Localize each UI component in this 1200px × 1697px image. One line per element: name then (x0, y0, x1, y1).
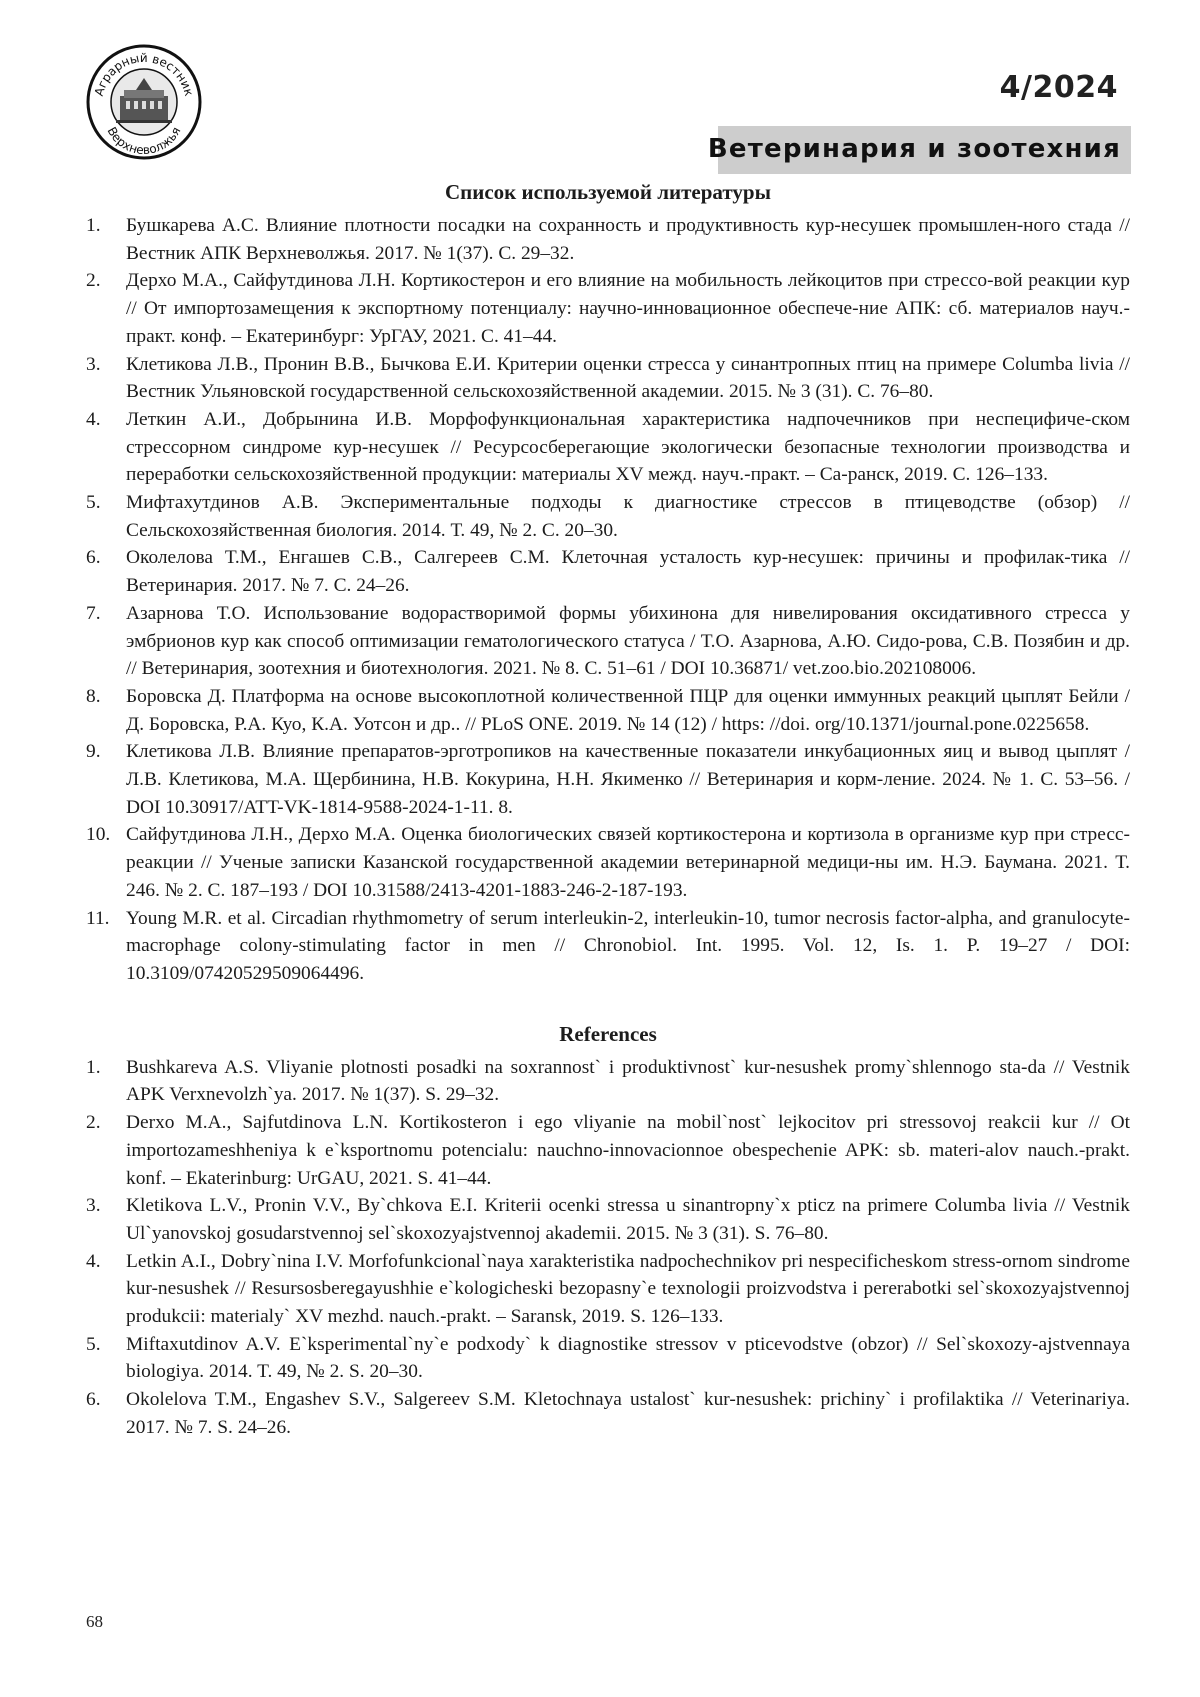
reference-number: 10. (86, 821, 110, 849)
literature-heading: Список используемой литературы (86, 180, 1130, 205)
reference-item (86, 267, 1130, 350)
reference-item (86, 1192, 1130, 1247)
reference-number: 6. (86, 1386, 101, 1414)
journal-logo (86, 44, 202, 160)
reference-item (86, 600, 1130, 683)
section-title: Ветеринария и зоотехния (708, 134, 1121, 164)
references-list (86, 1054, 1130, 1442)
logo-bottom-text: Верхневолжья (104, 125, 183, 158)
reference-text: Letkin A.I., Dobry`nina I.V. Morfofunkcional`naya xarakteristika nadpochechnikov pri nespecificheskom stress-ornom sindrome kur-nesushek // Resursosberegayushhie e`kologicheski bezopasny`e texnologii proizvodstva i pererabotki sel`skoxozyajstvennoj produkcii: materialy` XV mezhd. nauch.-prakt. – Saransk, 2019. S. 126–133. (126, 1251, 1130, 1327)
reference-text: Сайфутдинова Л.Н., Дерхо М.А. Оценка биологических связей кортикостерона и кортизола в организме кур при стресс-реакции // Ученые записки Казанской государственной академии ветеринарной медици-ны им. Н.Э. Баумана. 2021. Т. 246. № 2. С. 187–193 / DOI 10.31588/2413-4201-1883-246-2-187-193. (126, 824, 1130, 900)
reference-text: Леткин А.И., Добрынина И.В. Морфофункциональная характеристика надпочечников при неспецифиче-ском стрессорном синдроме кур-несушек // Ресурсосберегающие экологически безопасные технологии производства и переработки сельскохозяйственной продукции: материалы XV межд. науч.-практ. – Са-ранск, 2019. С. 126–133. (126, 409, 1130, 485)
reference-item (86, 1331, 1130, 1386)
reference-item (86, 351, 1130, 406)
references-heading: References (86, 1022, 1130, 1047)
reference-number: 6. (86, 544, 101, 572)
reference-text: Околелова Т.М., Енгашев С.В., Салгереев С.М. Клеточная усталость кур-несушек: причины и профилак-тика // Ветеринария. 2017. № 7. С. 24–26. (126, 547, 1130, 596)
reference-item (86, 544, 1130, 599)
reference-number: 3. (86, 351, 101, 379)
reference-text: Kletikova L.V., Pronin V.V., By`chkova E.I. Kriterii ocenki stressa u sinantropny`x pticz na primere Columba livia // Vestnik Ul`yanovskoj gosudarstvennoj sel`skoxozyajstvennoj akademii. 2015. № 3 (31). S. 76–80. (126, 1195, 1130, 1244)
reference-item (86, 905, 1130, 988)
reference-number: 2. (86, 267, 101, 295)
reference-number: 9. (86, 738, 101, 766)
reference-text: Дерхо М.А., Сайфутдинова Л.Н. Кортикостерон и его влияние на мобильность лейкоцитов при стрессо-вой реакции кур // От импортозамещения к экспортному потенциалу: научно-инновационное обеспече-ние АПК: сб. материалов науч.-практ. конф. – Екатеринбург: УрГАУ, 2021. С. 41–44. (126, 270, 1130, 346)
reference-item (86, 406, 1130, 489)
reference-item (86, 1386, 1130, 1441)
reference-number: 1. (86, 1054, 101, 1082)
reference-number: 2. (86, 1109, 101, 1137)
reference-text: Derxo M.A., Sajfutdinova L.N. Kortikosteron i ego vliyanie na mobil`nost` lejkocitov pri stressovoj reakcii kur // Ot importozameshheniya k e`ksportnomu potencialu: nauchno-innovacionnoe obespechenie APK: sb. materi-alov nauch.-prakt. konf. – Ekaterinburg: UrGAU, 2021. S. 41–44. (126, 1112, 1130, 1188)
reference-number: 3. (86, 1192, 101, 1220)
reference-item (86, 1248, 1130, 1331)
reference-text: Бушкарева А.С. Влияние плотности посадки на сохранность и продуктивность кур-несушек промышлен-ного стада // Вестник АПК Верхневолжья. 2017. № 1(37). С. 29–32. (126, 215, 1130, 264)
reference-text: Азарнова Т.О. Использование водорастворимой формы убихинона для нивелирования оксидативного стресса у эмбрионов кур как способ оптимизации гематологического статуса / Т.О. Азарнова, А.Ю. Сидо-рова, С.В. Позябин и др. // Ветеринария, зоотехния и биотехнология. 2021. № 8. С. 51–61 / DOI 10.36871/ vet.zoo.bio.202108006. (126, 603, 1130, 679)
logo-top-text: Аграрный вестник (92, 51, 196, 98)
reference-item (86, 489, 1130, 544)
reference-text: Bushkareva A.S. Vliyanie plotnosti posadki na soxrannost` i produktivnost` kur-nesushek promy`shlennogo sta-da // Vestnik APK Verxnevolzh`ya. 2017. № 1(37). S. 29–32. (126, 1057, 1130, 1106)
reference-text: Мифтахутдинов А.В. Экспериментальные подходы к диагностике стрессов в птицеводстве (обзор) // Сельскохозяйственная биология. 2014. Т. 49, № 2. С. 20–30. (126, 492, 1130, 541)
reference-item (86, 212, 1130, 267)
reference-number: 5. (86, 1331, 101, 1359)
issue-number: 4/2024 (1000, 70, 1118, 105)
reference-number: 7. (86, 600, 101, 628)
section-banner (718, 126, 1131, 174)
reference-text: Боровска Д. Платформа на основе высокоплотной количественной ПЦР для оценки иммунных реакций цыплят Бейли / Д. Боровска, Р.А. Куо, К.А. Уотсон и др.. // PLoS ONE. 2019. № 14 (12) / https: //doi. org/10.1371/journal.pone.0225658. (126, 686, 1130, 735)
journal-logo-emblem (86, 44, 202, 160)
reference-text: Клетикова Л.В. Влияние препаратов-эрготропиков на качественные показатели инкубационных яиц и вывод цыплят / Л.В. Клетикова, М.А. Щербинина, Н.В. Кокурина, Н.Н. Якименко // Ветеринария и корм-ление. 2024. № 1. С. 53–56. / DOI 10.30917/ATT-VK-1814-9588-2024-1-11. 8. (126, 741, 1130, 817)
reference-number: 8. (86, 683, 101, 711)
reference-number: 4. (86, 1248, 101, 1276)
reference-item (86, 738, 1130, 821)
article-body (86, 180, 1130, 1442)
reference-number: 1. (86, 212, 101, 240)
reference-text: Okolelova T.M., Engashev S.V., Salgereev S.M. Kletochnaya ustalost` kur-nesushek: prichiny` i profilaktika // Veterinariya. 2017. № 7. S. 24–26. (126, 1389, 1130, 1438)
reference-item (86, 1054, 1130, 1109)
reference-number: 4. (86, 406, 101, 434)
page-number: 68 (86, 1612, 103, 1632)
reference-number: 11. (86, 905, 110, 933)
reference-text: Young M.R. et al. Circadian rhythmometry of serum interleukin-2, interleukin-10, tumor necrosis factor-alpha, and granulocyte-macrophage colony-stimulating factor in men // Chronobiol. Int. 1995. Vol. 12, Is. 1. P. 19–27 / DOI: 10.3109/07420529509064496. (126, 908, 1130, 984)
reference-item (86, 1109, 1130, 1192)
reference-item (86, 683, 1130, 738)
literature-list (86, 212, 1130, 988)
reference-text: Клетикова Л.В., Пронин В.В., Бычкова Е.И. Критерии оценки стресса у синантропных птиц на примере Columba livia // Вестник Ульяновской государственной сельскохозяйственной академии. 2015. № 3 (31). С. 76–80. (126, 354, 1130, 403)
reference-item (86, 821, 1130, 904)
reference-number: 5. (86, 489, 101, 517)
reference-text: Miftaxutdinov A.V. E`ksperimental`ny`e podxody` k diagnostike stressov v pticevodstve (obzor) // Sel`skoxozy-ajstvennaya biologiya. 2014. T. 49, № 2. S. 20–30. (126, 1334, 1130, 1383)
